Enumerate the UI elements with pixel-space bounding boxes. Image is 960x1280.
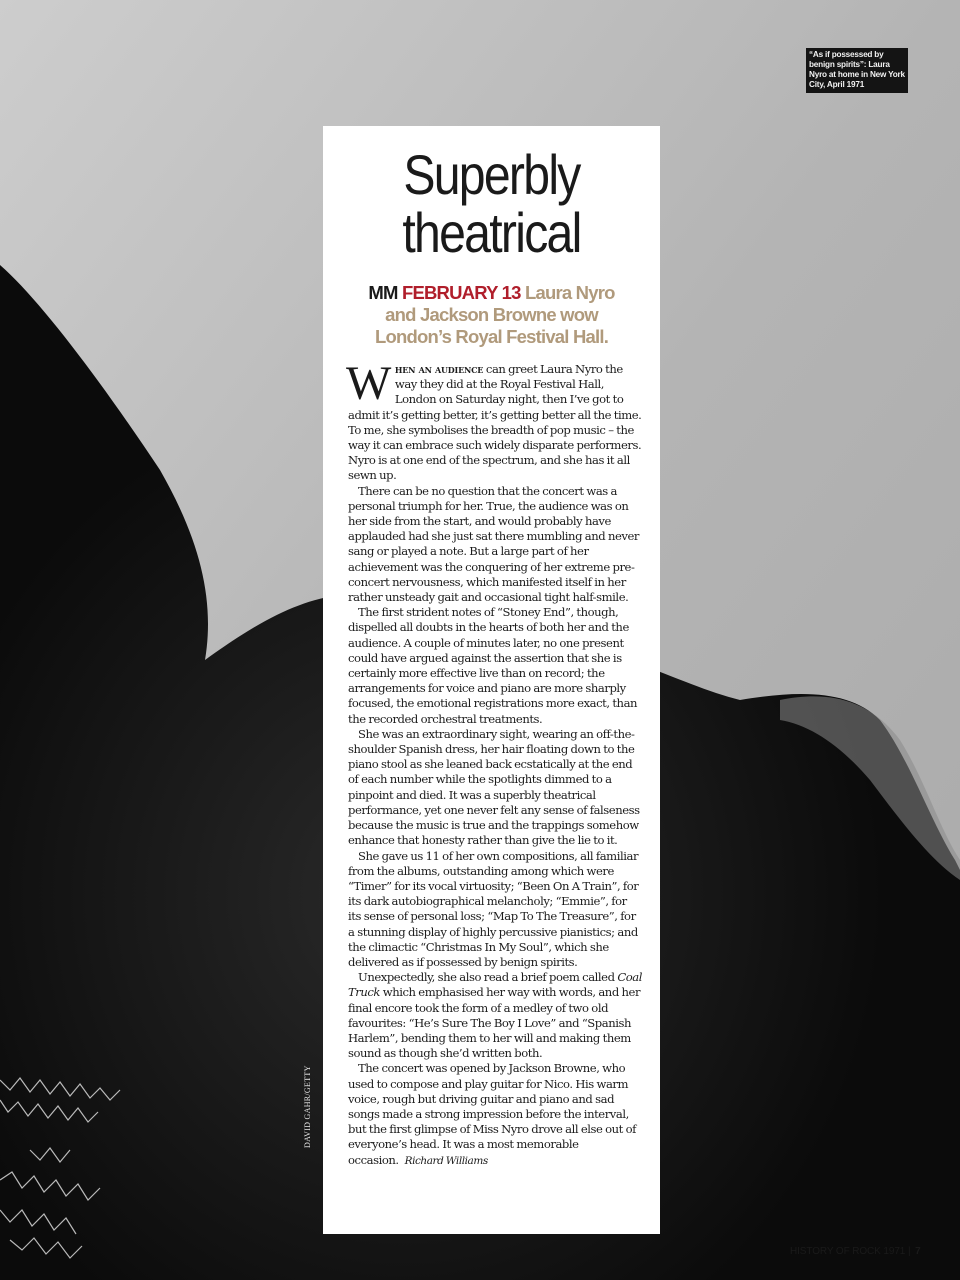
photo-caption: “As if possessed by benign spirits”: Laura Nyro at home in New York City, April 1971 (806, 48, 908, 93)
drop-cap: W (346, 357, 391, 410)
paragraph-text: which emphasised her way with words, and her final encore took the form of a medley of two old favourites: “He’s Sure The Boy I Love” and “Spanish Harlem”, bending them to her will and making them sound as though she’d written both. (348, 985, 641, 1061)
author-signature: Richard Williams (404, 1154, 488, 1167)
paragraph: There can be no question that the concert was a personal triumph for her. True, the audience was on her side from the start, and would probably have applauded had she just sat there mumbling and never sang or played a note. But a large part of her achievement was the conquering of her extreme pre-concert nervousness, which manifested itself in her rather unsteady gait and occasional tight half-smile. (348, 483, 640, 605)
paragraph-text: Unexpectedly, she also read a brief poem called (358, 970, 615, 985)
paragraph: She was an extraordinary sight, wearing an off-the-shoulder Spanish dress, her hair floating down to the piano stool as she leaned back ecstatically at the end of each number while the spotlights dimmed to a pinpoint and died. It was a superbly theatrical performance, yet one never felt any sense of falseness because the music is true and the trappings somehow enhance that honesty rather than give the lie to it. (348, 726, 640, 848)
title-line-2: theatrical (402, 201, 581, 264)
paragraph: She gave us 11 of her own compositions, all familiar from the albums, outstanding among which were “Timer” for its vocal virtuosity; “Been On A Train”, for its dark autobiographical melancholy; “Emmie”, for its sense of personal loss; “Map To The Treasure”, for a stunning display of highly percussive pianistics; and the climactic “Christmas In My Soul”, which she delivered as if possessed by benign spirits. (348, 848, 639, 969)
article-deck (353, 282, 630, 348)
paragraph-text: can greet Laura Nyro the way they did at the Royal Festival Hall, London on Saturday night, then I’ve got to admit it’s getting better, it’s getting better all the time. To me, she symbolises the breadth of pop music – the way it can embrace such widely disparate performers. Nyro is at one end of the spectrum, and she has it all sewn up. (348, 362, 642, 483)
publication-name: HISTORY OF ROCK 1971 | (790, 1246, 911, 1257)
article-title (347, 143, 637, 264)
page-number: 7 (915, 1246, 921, 1257)
paragraph-text: The concert was opened by Jackson Browne, who used to compose and play guitar for Nico. His warm voice, rough but driving guitar and piano and sad songs made a strong impression before the interval, but the first glimpse of Miss Nyro drove all else out of everyone’s head. It was a most memorable occasion. (348, 1061, 636, 1167)
poem-title: Coal Truck (348, 970, 642, 1000)
photo-credit: DAVID GAHR/GETTY (303, 1065, 312, 1148)
lead-in: hen an audience (394, 362, 484, 376)
deck-source: MM (368, 282, 398, 303)
article-body (346, 357, 642, 1169)
title-line-1: Superbly (403, 143, 580, 206)
deck-date: FEBRUARY 13 (401, 282, 521, 303)
page-footer (790, 1246, 921, 1257)
paragraph (346, 357, 642, 484)
paragraph (348, 1061, 642, 1168)
deck-text: Laura Nyro and Jackson Browne wow London’s Royal Festival Hall. (374, 282, 615, 347)
paragraph (348, 970, 642, 1061)
paragraph: The first strident notes of “Stoney End”, though, dispelled all doubts in the hearts of both her and the audience. A couple of minutes later, no one present could have argued against the assertion that she is certainly more effective live than on record; the arrangements for voice and piano are more sharply focused, the emotional registrations more exact, than the recorded orchestral treatments. (348, 605, 638, 726)
article-panel (323, 126, 660, 1234)
